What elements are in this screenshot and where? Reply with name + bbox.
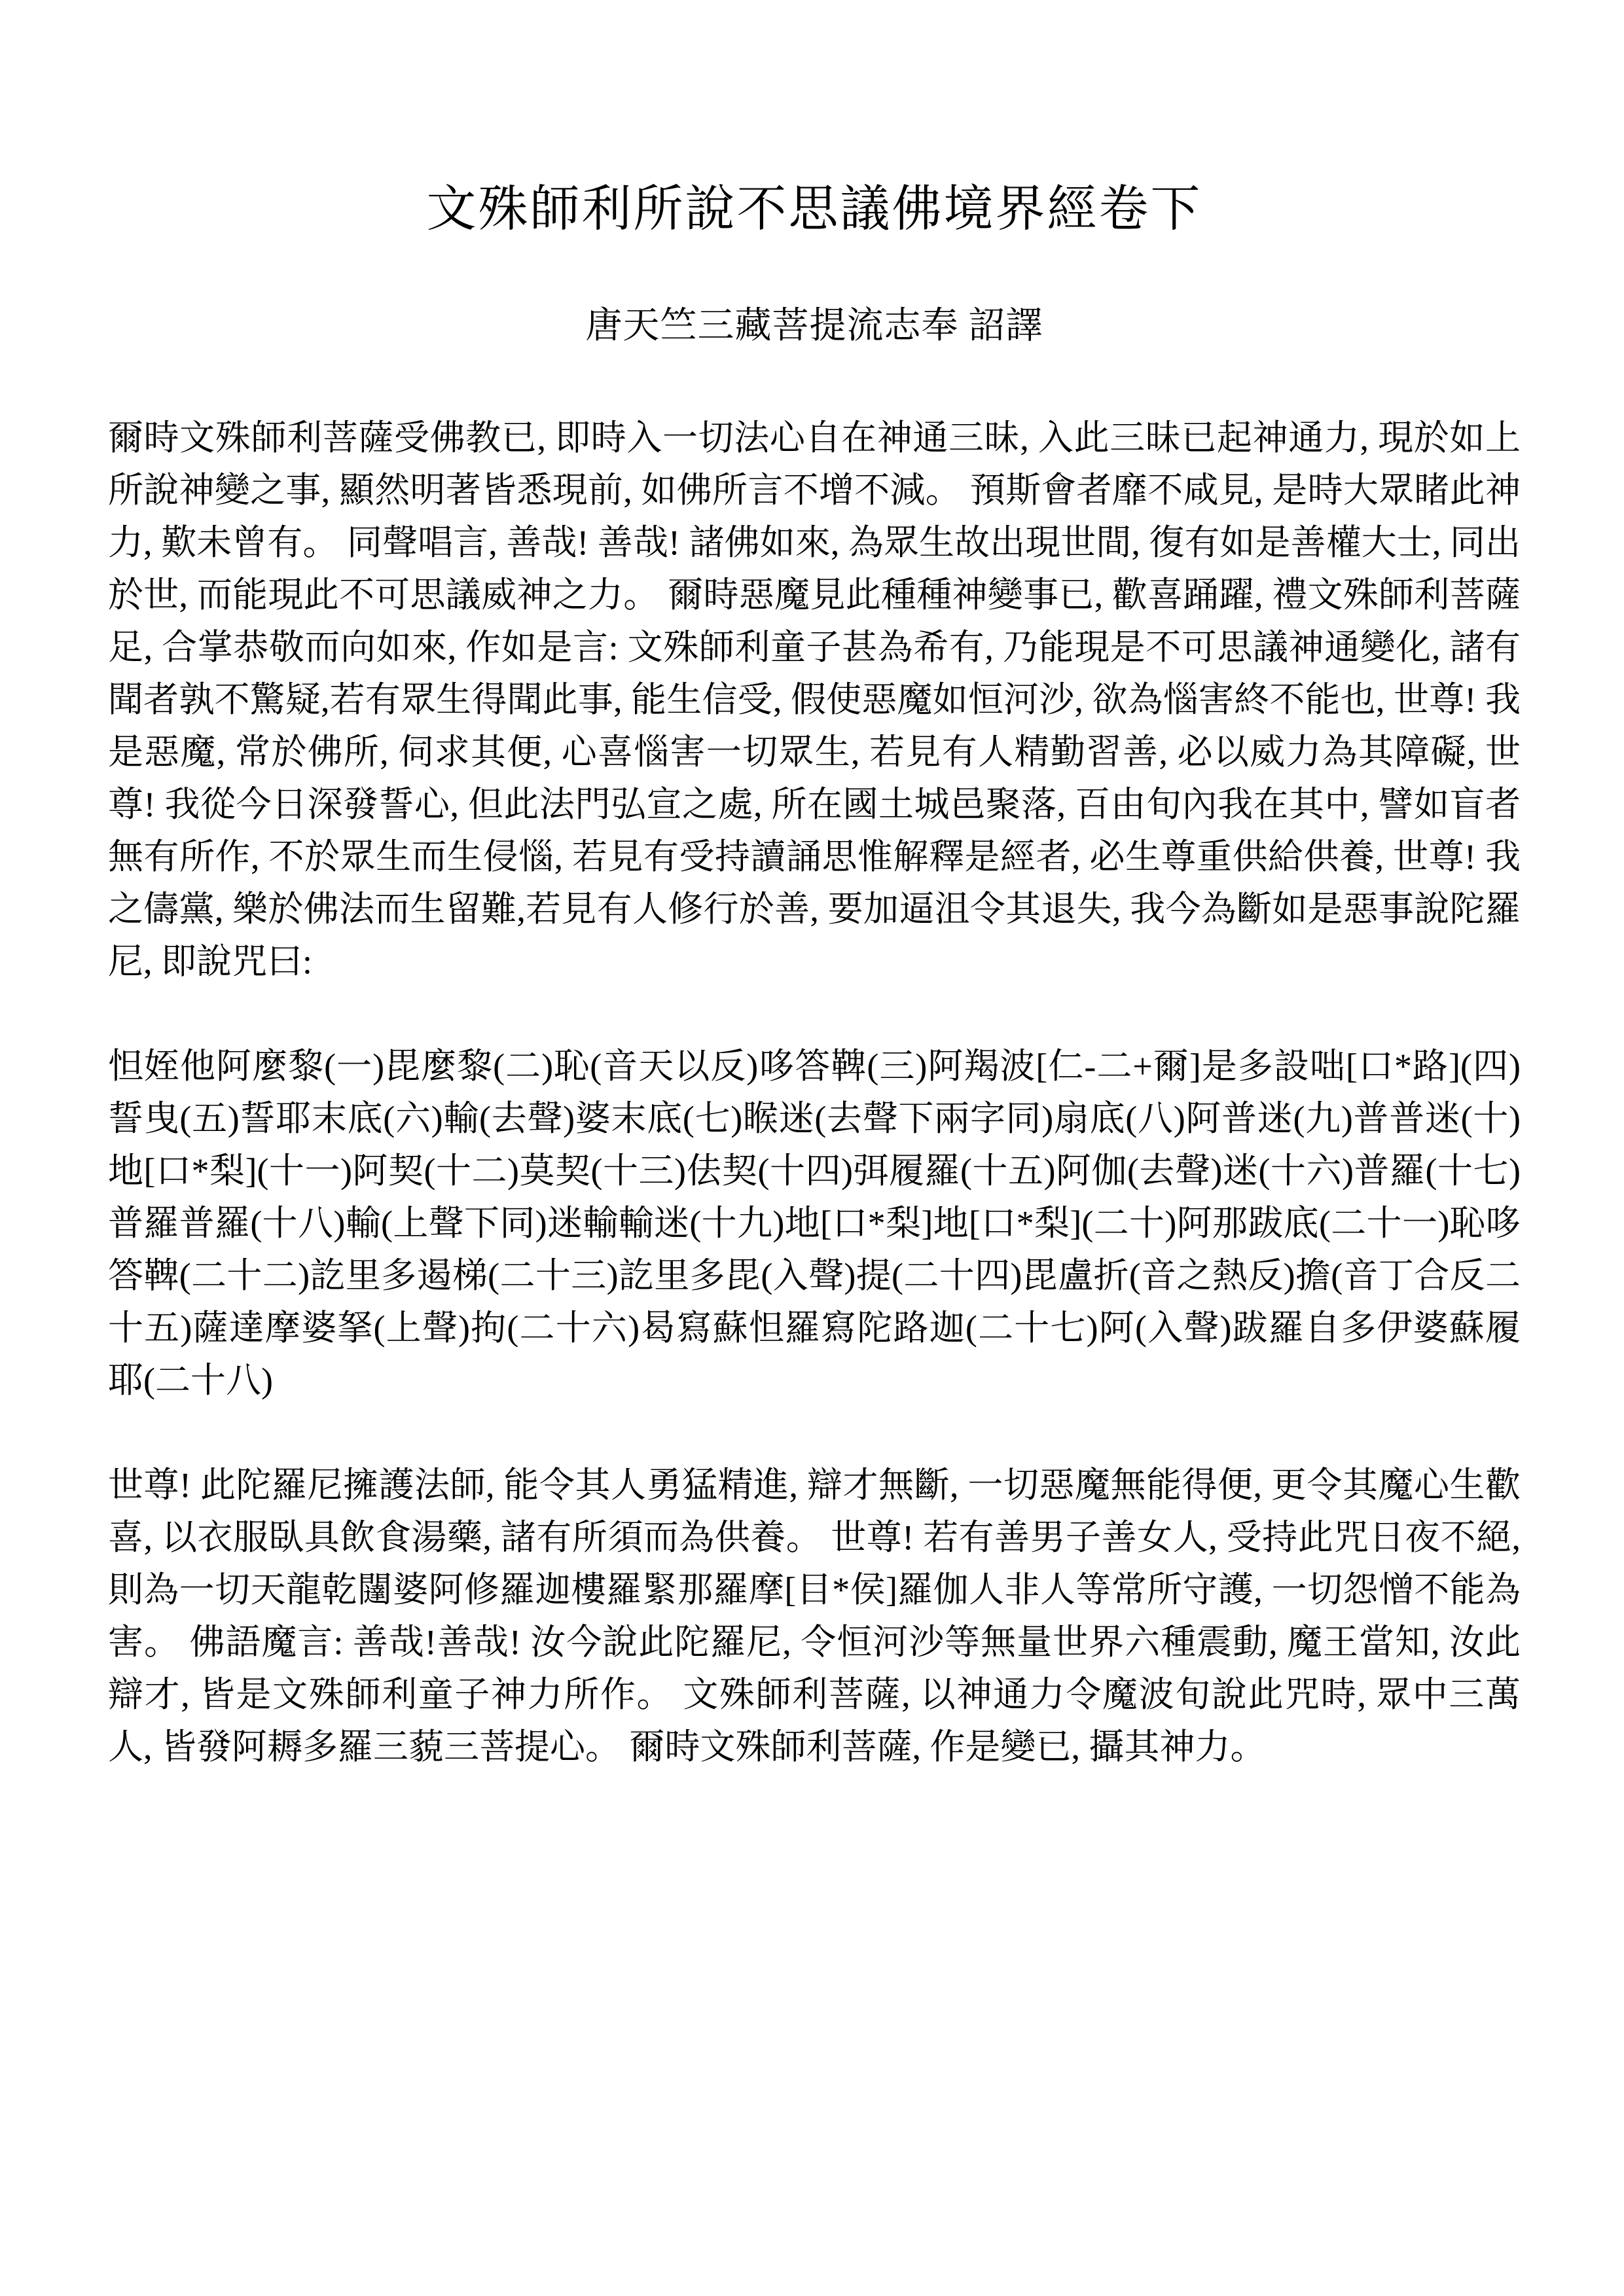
page-title: 文殊師利所說不思議佛境界經卷下 [426,182,1202,237]
translator-line: 唐天竺三藏菩提流志奉 詔譯 [585,306,1043,346]
paragraph-dharani: 怛姪他阿麼黎(一)毘麼黎(二)恥(音天以反)哆答鞞(三)阿羯波[仁-二+爾]是多設咄[口*路](四)誓曳(五)誓耶末底(六)輸(去聲)婆末底(七)睺迷(去聲下兩字同)扇底(八)阿普迷(九)普普迷(十)地[口*梨](十一)阿契(十二)莫契(十三)佉契(十四)弭履羅(十五)阿伽(去聲)迷(十六)普羅(十七)普羅普羅(十八)輸(上聲下同)迷輸輸迷(十九)地[口*梨]地[口*梨](二十)阿那跋底(二十一)恥哆答鞞(二十二)訖里多遏梯(二十三)訖里多毘(入聲)提(二十四)毘盧折(音之熱反)擔(音丁合反二十五)薩達摩婆拏(上聲)拘(二十六)曷寫蘇怛羅寫陀路迦(二十七)阿(入聲)跋羅自多伊婆蘇履耶(二十八) [108,1047,1521,1400]
paragraph-closing: 世尊! 此陀羅尼擁護法師, 能令其人勇猛精進, 辯才無斷, 一切惡魔無能得便, 更令其魔心生歡喜, 以衣服臥具飲食湯藥, 諸有所須而為供養。 世尊! 若有善男子善女人, 受持此咒日夜不絕, 則為一切天龍乾闥婆阿修羅迦樓羅緊那羅摩[目*侯]羅伽人非人等常所守護, 一切怨憎不能為害。 佛語魔言: 善哉!善哉! 汝今說此陀羅尼, 令恒河沙等無量世界六種震動, 魔王當知, 汝此辯才, 皆是文殊師利童子神力所作。 文殊師利菩薩, 以神通力令魔波旬說此咒時, 眾中三萬人, 皆發阿耨多羅三藐三菩提心。 爾時文殊師利菩薩, 作是變已, 攝其神力。 [108,1465,1521,1767]
paragraph-opening: 爾時文殊師利菩薩受佛教已, 即時入一切法心自在神通三昧, 入此三昧已起神通力, 現於如上所說神變之事, 顯然明著皆悉現前, 如佛所言不增不減。 預斯會者靡不咸見, 是時大眾睹此神力, 歎未曾有。 同聲唱言, 善哉! 善哉! 諸佛如來, 為眾生故出現世間, 復有如是善權大士, 同出於世, 而能現此不可思議威神之力。 爾時惡魔見此種種神變事已, 歡喜踊躍, 禮文殊師利菩薩足, 合掌恭敬而向如來, 作如是言: 文殊師利童子甚為希有, 乃能現是不可思議神通變化, 諸有聞者孰不驚疑,若有眾生得聞此事, 能生信受, 假使惡魔如恒河沙, 欲為惱害終不能也, 世尊! 我是惡魔, 常於佛所, 伺求其便, 心喜惱害一切眾生, 若見有人精勤習善, 必以威力為其障礙, 世尊! 我從今日深發誓心, 但此法門弘宣之處, 所在國土城邑聚落, 百由旬內我在其中, 譬如盲者無有所作, 不於眾生而生侵惱, 若見有受持讀誦思惟解釋是經者, 必生尊重供給供養, 世尊! 我之儔黨, 樂於佛法而生留難,若見有人修行於善, 要加逼沮令其退失, 我今為斷如是惡事說陀羅尼, 即說咒曰: [108,418,1521,981]
